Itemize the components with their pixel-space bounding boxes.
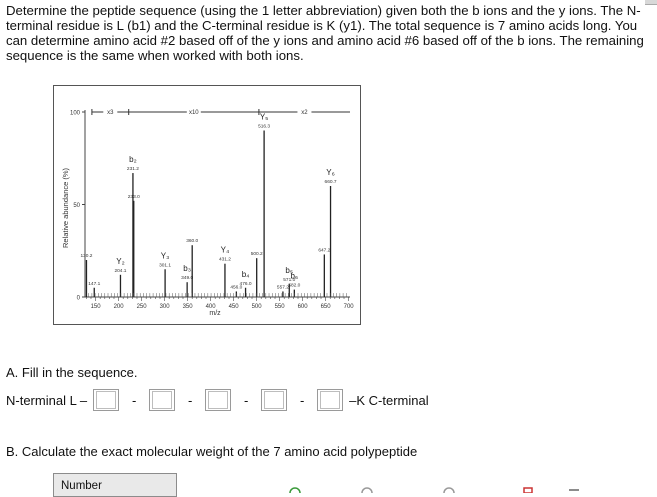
residue-6-input[interactable] xyxy=(320,391,340,409)
peak-mz-label: 500.2 xyxy=(250,252,263,258)
peak-ion-label: Y₄ xyxy=(220,245,230,255)
peak-mz-label: 456.0 xyxy=(230,285,243,291)
scale-label: x2 xyxy=(301,110,308,116)
info-icon xyxy=(442,487,456,493)
y-tick-label: 100 xyxy=(69,110,80,117)
peak-mz-label: 130.2 xyxy=(80,254,93,259)
scale-label: x10 xyxy=(188,110,199,116)
peak-ion-label: Y₅ xyxy=(259,112,269,122)
number-field-label: Number xyxy=(61,480,102,492)
x-tick-label: 700 xyxy=(343,304,354,310)
sequence-row xyxy=(6,388,429,412)
y-tick-label: 50 xyxy=(73,203,80,209)
sequence-box-3 xyxy=(205,389,231,411)
x-tick-label: 600 xyxy=(297,304,308,310)
peak-mz-label: 647.2 xyxy=(318,248,331,254)
number-answer-field[interactable] xyxy=(53,473,177,497)
peak-mz-label: 557.2 xyxy=(276,285,289,291)
dash-separator: - xyxy=(299,392,305,408)
x-tick-label: 650 xyxy=(320,304,331,310)
dash-separator: - xyxy=(131,392,137,408)
y-tick-label: 0 xyxy=(76,295,80,302)
peak-ion-label: b₄ xyxy=(241,269,250,279)
x-tick-label: 350 xyxy=(182,304,193,310)
residue-3-input[interactable] xyxy=(152,391,172,409)
x-axis-label: m/z xyxy=(209,310,221,317)
hint-icon xyxy=(360,487,374,493)
question-text: Determine the peptide sequence (using the 1 letter abbreviation) given both the b ions and the y ions. The N-terminal residue is L (b1) and the C-terminal residue is K (y1). The total sequence is 7 amino acids long. You can determine amino acid #2 based off of the y ions and amino acid #6 based off of the b ions. The remaining sequence is the same when worked with both ions. xyxy=(6,3,644,63)
peak-ion-label: Y₂ xyxy=(116,256,125,266)
peak-ion-label: b₅ xyxy=(285,266,294,276)
peak-mz-label: 571.0 xyxy=(283,278,296,284)
peak-mz-label: 233.0 xyxy=(127,194,140,200)
x-tick-label: 300 xyxy=(159,304,170,310)
sequence-box-4 xyxy=(261,389,287,411)
x-tick-label: 450 xyxy=(228,304,239,310)
residue-4-input[interactable] xyxy=(208,391,228,409)
peak-ion-label: b₂ xyxy=(129,155,137,165)
residue-2-input[interactable] xyxy=(96,391,116,409)
peak-mz-label: 476.0 xyxy=(239,281,252,287)
sequence-box-5 xyxy=(317,389,343,411)
menu-icon xyxy=(568,487,580,493)
peak-ion-label: b₃ xyxy=(183,264,191,274)
x-tick-label: 150 xyxy=(90,304,101,310)
x-tick-label: 400 xyxy=(205,304,216,310)
peak-mz-label: 349.0 xyxy=(181,276,194,282)
c-terminal-label: –K C-terminal xyxy=(349,392,429,408)
check-icon xyxy=(288,487,302,493)
dash-separator: - xyxy=(187,392,193,408)
peak-mz-label: 231.2 xyxy=(126,167,139,173)
peak-mz-label: 301.1 xyxy=(159,263,172,269)
peak-mz-label: 204.1 xyxy=(114,268,127,274)
peak-mz-label: 360.0 xyxy=(186,239,199,245)
x-tick-label: 550 xyxy=(274,304,285,310)
peak-mz-label: 147.1 xyxy=(88,281,101,287)
mass-spectrum-chart xyxy=(54,86,360,324)
sequence-box-2 xyxy=(149,389,175,411)
n-terminal-label: N-terminal L – xyxy=(6,392,88,408)
dash-separator: - xyxy=(243,392,249,408)
x-tick-label: 250 xyxy=(136,304,147,310)
peak-ion-label: Y₃ xyxy=(160,251,170,261)
peak-mz-label: 582.0 xyxy=(288,283,301,289)
peak-mz-label: 660.7 xyxy=(324,180,337,185)
peak-ion-label: b₆ xyxy=(290,271,299,281)
flag-icon xyxy=(522,487,534,493)
mass-spectrum-figure xyxy=(53,85,361,325)
sequence-box-1 xyxy=(93,389,119,411)
peak-mz-label: 431.2 xyxy=(218,257,231,263)
x-tick-label: 500 xyxy=(251,304,262,310)
peak-ion-label: Y₆ xyxy=(326,168,335,177)
part-b-label: B. Calculate the exact molecular weight of the 7 amino acid polypeptide xyxy=(6,444,418,459)
y-axis-label: Relative abundance (%) xyxy=(61,167,70,249)
residue-5-input[interactable] xyxy=(264,391,284,409)
part-a-label: A. Fill in the sequence. xyxy=(6,365,138,380)
peak-mz-label: 516.3 xyxy=(258,124,271,130)
x-tick-label: 200 xyxy=(113,304,124,310)
scale-label: x3 xyxy=(107,110,114,116)
